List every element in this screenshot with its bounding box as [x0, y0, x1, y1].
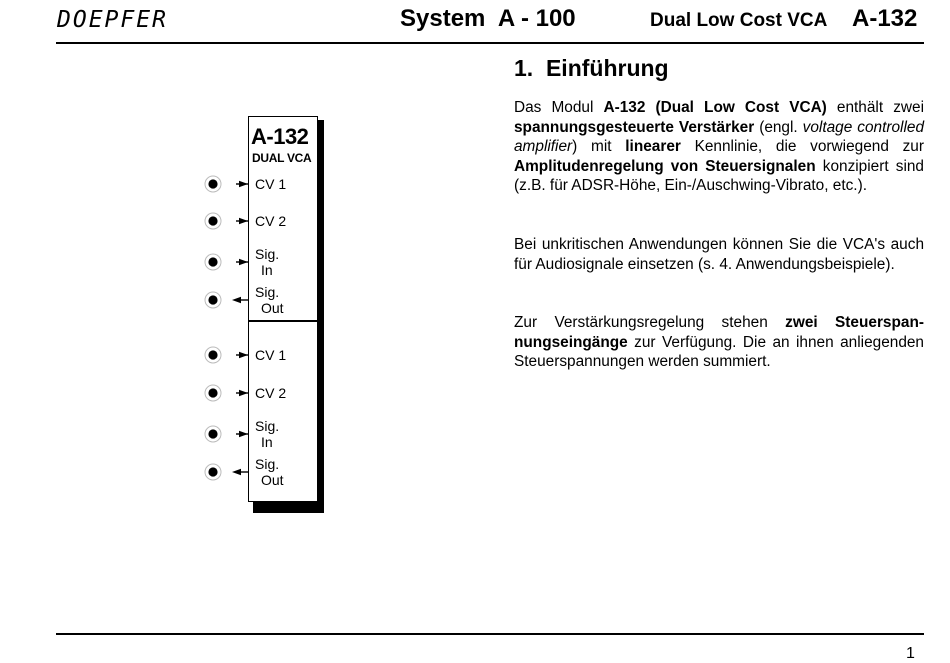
- jack-input: [205, 213, 248, 229]
- jack-label-line2: In: [261, 434, 273, 450]
- arrow-left-icon: [232, 469, 241, 475]
- text-run: Bei unkritischen Anwendungen können Sie die VCA's auch für Audiosignale einsetzen (s. 4. Anwendungsbeispiele).: [514, 236, 924, 273]
- jack-center-icon: [208, 257, 217, 266]
- panel-divider: [248, 320, 318, 322]
- jack-label-line2: Out: [261, 472, 284, 488]
- section-heading: 1. Einführung: [514, 55, 669, 81]
- jack-input: [205, 347, 248, 363]
- jack-label: [255, 347, 286, 363]
- system-title: System A - 100: [400, 5, 576, 32]
- product-code: A-132: [852, 5, 918, 32]
- jack-center-icon: [208, 350, 217, 359]
- text-run: spannungsgesteuerte Verstärker: [514, 118, 755, 136]
- brand-logo: DOEPFER: [57, 7, 168, 33]
- footer-rule: [56, 633, 924, 635]
- page-header: [0, 0, 950, 46]
- page-number: 1: [906, 645, 915, 662]
- jack-center-icon: [208, 179, 217, 188]
- text-run: (engl.: [754, 118, 803, 136]
- text-run: linearer: [625, 138, 681, 155]
- jack-center-icon: [208, 388, 217, 397]
- arrow-right-icon: [239, 390, 248, 396]
- text-run: enthält zwei: [826, 99, 924, 116]
- jack-label-line1: CV 1: [255, 347, 287, 363]
- jack-input: [205, 176, 248, 192]
- jack-center-icon: [208, 295, 217, 304]
- header-rule: [56, 42, 924, 44]
- jack-label-line2: In: [261, 262, 273, 278]
- jack-label-line1: CV 2: [255, 385, 287, 401]
- intro-paragraph-2: [514, 235, 924, 274]
- product-name: Dual Low Cost VCA: [650, 10, 828, 31]
- jack-input: [205, 426, 248, 442]
- jack-label-line1: Sig.: [255, 418, 280, 434]
- jack-output: [205, 292, 248, 308]
- jack-input: [205, 385, 248, 401]
- text-run: Zur Verstärkungsregelung stehen: [514, 314, 786, 331]
- jack-diagram: [196, 160, 256, 500]
- jack-label-line2: Out: [261, 300, 284, 316]
- jack-label-line1: Sig.: [255, 246, 280, 262]
- panel-code: A-132: [251, 124, 309, 149]
- jack-label: [255, 385, 286, 401]
- arrow-right-icon: [239, 352, 248, 358]
- jack-label: [255, 418, 279, 450]
- text-run: Kennlinie, die vorwiegend zur: [680, 138, 924, 155]
- jack-label-line1: Sig.: [255, 284, 280, 300]
- jack-label: [255, 213, 286, 229]
- text-run: zur Verfügung. Die an ihnen anliegenden Steuerspannungen werden summiert.: [514, 333, 924, 370]
- jack-label-line1: CV 1: [255, 176, 287, 192]
- arrow-right-icon: [239, 218, 248, 224]
- jack-label-line1: Sig.: [255, 456, 280, 472]
- arrow-left-icon: [232, 297, 241, 303]
- text-run: voltage controlled amplifier: [514, 118, 925, 155]
- jack-label: [255, 456, 284, 488]
- intro-paragraph-3: [514, 313, 924, 372]
- text-run: zwei Steuerspannungseingänge: [514, 314, 924, 351]
- text-run: ) mit: [572, 138, 626, 155]
- text-run: konzipiert sind (z.B. für ADSR-Höhe, Ein-/Auschwing-Vibrato, etc.).: [514, 157, 924, 194]
- intro-paragraph-1: [514, 98, 924, 196]
- text-run: A-132 (Dual Low Cost VCA): [603, 99, 827, 116]
- jack-center-icon: [208, 429, 217, 438]
- jack-label: [255, 284, 284, 316]
- arrow-right-icon: [239, 431, 248, 437]
- arrow-right-icon: [239, 181, 248, 187]
- text-run: Amplitudenregelung von Steuersignalen: [514, 157, 816, 175]
- text-run: Das Modul: [514, 99, 604, 116]
- jack-label-line1: CV 2: [255, 213, 287, 229]
- jack-label: [255, 176, 286, 192]
- jack-output: [205, 464, 248, 480]
- jack-center-icon: [208, 216, 217, 225]
- arrow-right-icon: [239, 259, 248, 265]
- panel-subtitle: DUAL VCA: [252, 151, 312, 165]
- jack-input: [205, 254, 248, 270]
- jack-center-icon: [208, 467, 217, 476]
- jack-label: [255, 246, 279, 278]
